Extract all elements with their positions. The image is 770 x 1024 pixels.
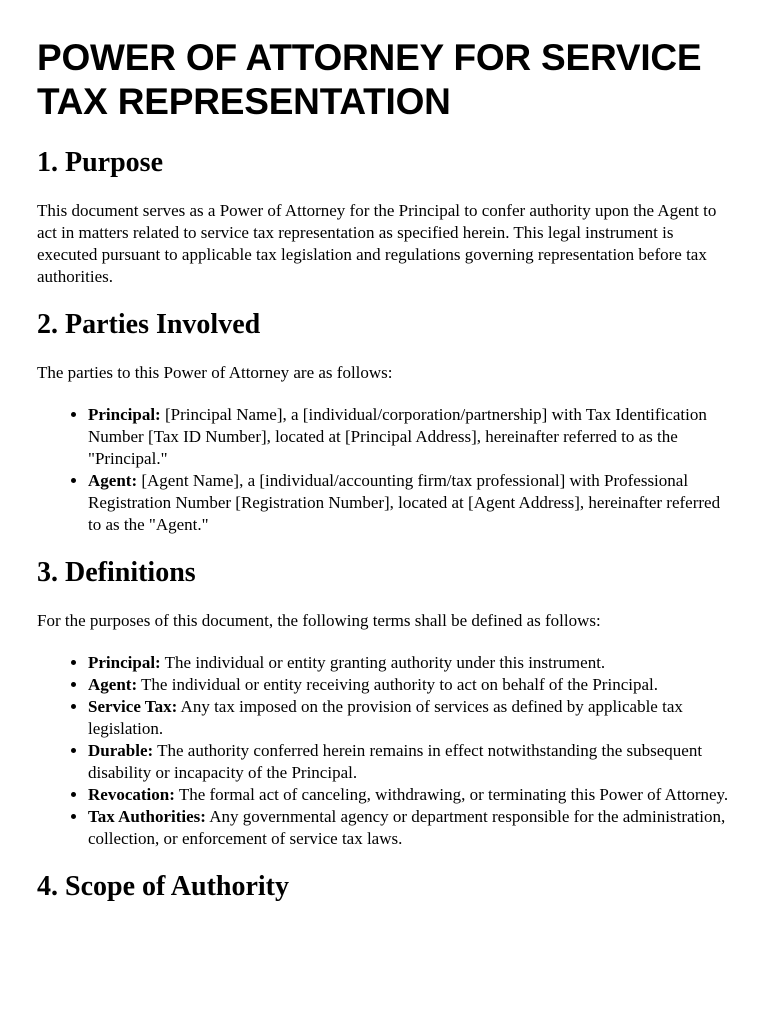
list-item-term: Agent: [88, 471, 138, 490]
section-paragraph: For the purposes of this document, the following terms shall be defined as follows: [37, 611, 601, 630]
section-scope-of-authority [37, 870, 737, 904]
list-item-term: Service Tax: [88, 697, 178, 716]
list-item [88, 696, 737, 740]
list-item-text: [Agent Name], a [individual/accounting firm/tax professional] with Professional Registration Number [Registration Number], located at [Agent Address], hereinafter referred to as the "Agent." [88, 471, 721, 534]
section-heading: 1. Purpose [37, 147, 163, 178]
list-item [88, 674, 737, 696]
section-heading: 2. Parties Involved [37, 309, 261, 340]
list-item [88, 404, 737, 470]
list-item [88, 740, 737, 784]
document-title: POWER OF ATTORNEY FOR SERVICE TAX REPRESENTATION [37, 37, 702, 122]
section-heading: 3. Definitions [37, 557, 196, 588]
section-paragraph: This document serves as a Power of Attorney for the Principal to confer authority upon the Agent to act in matters related to service tax representation as specified herein. This legal instrument is executed pursuant to applicable tax legislation and regulations governing representation before tax authorities. [37, 201, 717, 286]
section-heading: 4. Scope of Authority [37, 871, 289, 902]
list-item-term: Durable: [88, 741, 154, 760]
list-item-text: The formal act of canceling, withdrawing, or terminating this Power of Attorney. [174, 785, 729, 804]
list-item [88, 784, 737, 806]
section-parties-involved [37, 308, 737, 536]
section-purpose [37, 146, 737, 288]
list-item-term: Principal: [88, 653, 161, 672]
list-item-text: The individual or entity granting authority under this instrument. [160, 653, 606, 672]
section-definitions [37, 556, 737, 850]
list-item-term: Principal: [88, 405, 161, 424]
section-paragraph: The parties to this Power of Attorney are as follows: [37, 363, 393, 382]
list-item [88, 806, 737, 850]
list-item-text: The authority conferred herein remains in effect notwithstanding the subsequent disability or incapacity of the Principal. [88, 741, 703, 782]
parties-list [37, 404, 737, 536]
document-page [37, 36, 737, 924]
list-item-term: Tax Authorities: [88, 807, 206, 826]
list-item [88, 470, 737, 536]
definitions-list [37, 652, 737, 850]
list-item [88, 652, 737, 674]
list-item-term: Agent: [88, 675, 138, 694]
list-item-text: The individual or entity receiving authority to act on behalf of the Principal. [137, 675, 658, 694]
list-item-text: [Principal Name], a [individual/corporation/partnership] with Tax Identification Number [Tax ID Number], located at [Principal Address], hereinafter referred to as the "Principal." [88, 405, 707, 468]
list-item-text: Any governmental agency or department responsible for the administration, collection, or enforcement of service tax laws. [88, 807, 726, 848]
list-item-term: Revocation: [88, 785, 175, 804]
list-item-text: Any tax imposed on the provision of services as defined by applicable tax legislation. [88, 697, 683, 738]
